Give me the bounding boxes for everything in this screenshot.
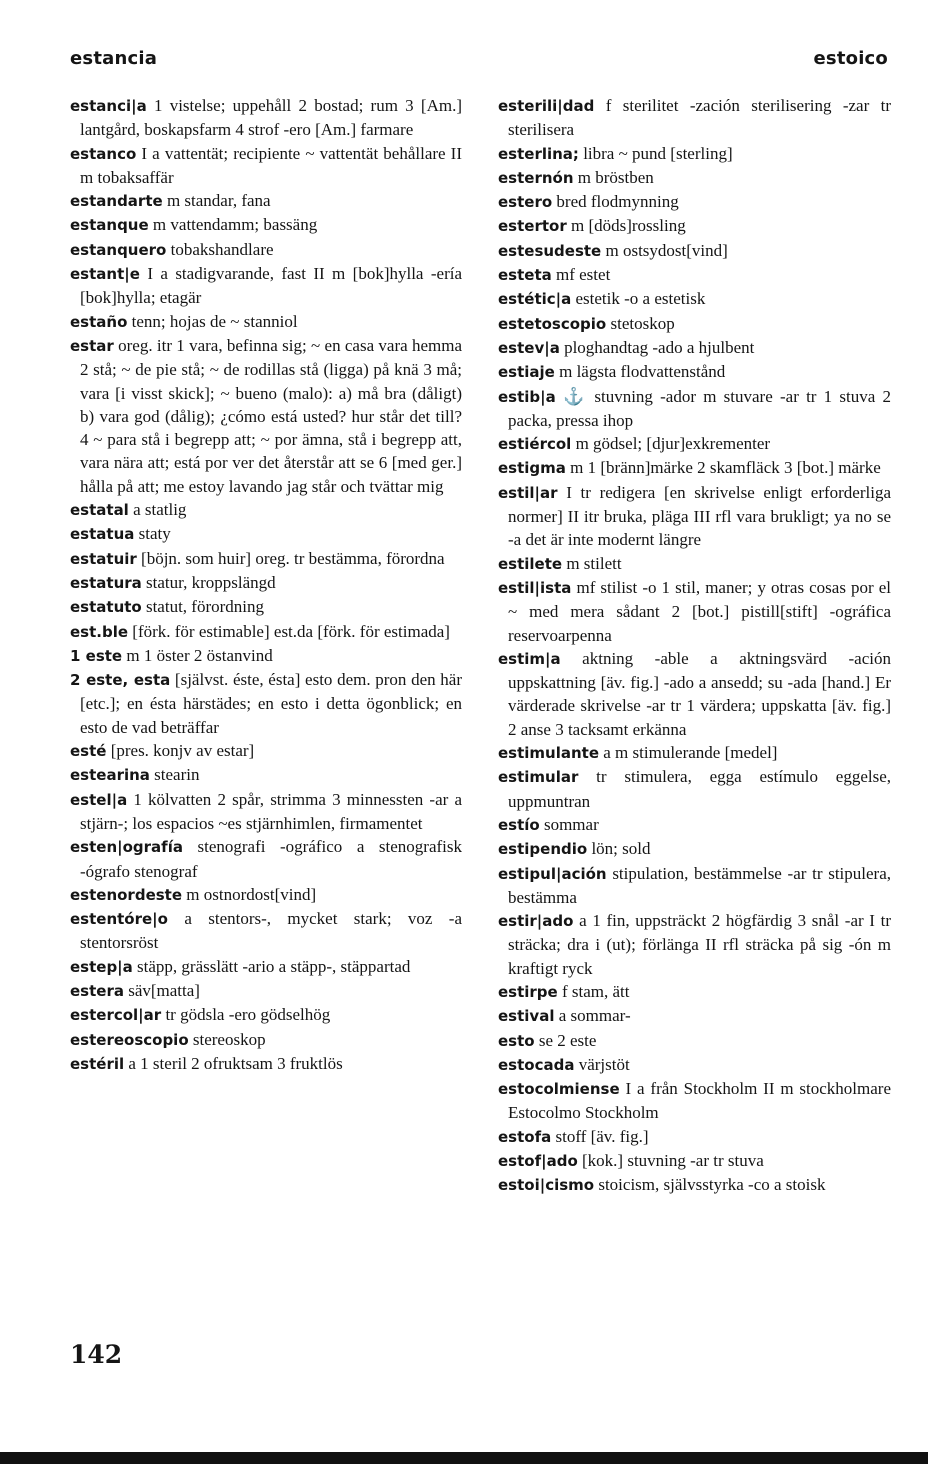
headword: estof|ado [498,1152,578,1171]
dictionary-entry [498,552,891,576]
definition: a sommar- [558,1006,631,1026]
headword: esto [498,1031,535,1050]
headword: esterlina; [498,144,579,163]
dictionary-entry [70,334,462,498]
definition: m bröstben [577,167,654,187]
definition: stenografi -ográfico a stenografisk -ógrafo stenograf [80,837,462,881]
headword: estofa [498,1127,552,1146]
dictionary-entry [498,385,891,433]
dictionary-entry [70,668,462,739]
headword: estatua [70,525,135,544]
dictionary-entry [498,166,891,190]
scan-edge [0,1452,928,1464]
right-guide-word: estoico [813,48,888,69]
headword: estesudeste [498,241,602,260]
definition: stoff [äv. fig.] [555,1126,649,1146]
dictionary-entry [70,94,462,142]
headword: esterili|dad [498,97,595,115]
definition: [kok.] stuvning -ar tr stuva [582,1151,764,1171]
dictionary-entry [498,94,891,142]
headword: estipendio [498,840,588,859]
dictionary-entry [498,1004,891,1028]
definition: stereoskop [192,1029,266,1049]
definition: m standar, fana [166,191,271,211]
definition: bred flodmynning [556,192,679,212]
definition: a 1 fin, uppsträckt 2 högfärdig 3 snål -ar I tr sträcka; dra i (ut); förlänga II rfl sträcka på sig -ón m kraftigt ryck [508,911,891,978]
headword: estant|e [70,265,140,284]
headword: estel|a [70,790,128,809]
headword: estil|ista [498,578,572,597]
definition: se 2 este [538,1030,597,1050]
headword: estatuir [70,549,137,568]
dictionary-entry [70,620,462,644]
dictionary-entry [70,571,462,595]
dictionary-entry [498,214,891,238]
definition: m stilett [566,553,622,573]
headword: estiércol [498,435,572,454]
definition: stearin [154,765,200,785]
headword: estep|a [70,957,133,976]
dictionary-entry [498,1125,891,1149]
headword: estaño [70,312,128,331]
dictionary-entry [70,763,462,787]
headword: estanci|a [70,97,147,115]
headword: estera [70,981,124,1000]
headword: estimular [498,768,579,787]
definition: m [döds]rossling [570,216,686,236]
dictionary-entry [70,262,462,310]
headword: estocada [498,1055,575,1074]
dictionary-entry [498,980,891,1004]
definition: tr gödsla -ero gödselhög [165,1005,331,1025]
dictionary-entry [70,238,462,262]
dictionary-entry [498,647,891,741]
dictionary-entry [70,955,462,979]
headword: estanquero [70,240,167,259]
headword: estanque [70,216,149,235]
page-number: 142 [70,1340,123,1369]
definition: 1 vistelse; uppehåll 2 bostad; rum 3 [Am.] lantgård, boskapsfarm 4 strof -ero [Am.] farmare [80,96,462,140]
headword: estanco [70,144,137,163]
headword: estilete [498,554,563,573]
left-guide-word: estancia [70,48,158,69]
dictionary-entry [498,909,891,980]
headword: estatuto [70,598,142,617]
headword: estercol|ar [70,1006,162,1025]
definition: stoicism, självsstyrka -co a stoisk [598,1175,826,1195]
dictionary-entry [498,263,891,287]
definition: a stentors-, mycket stark; voz -a stentorsröst [80,909,462,953]
definition: lön; sold [591,839,651,859]
definition: tobakshandlare [170,239,274,259]
definition: statur, kroppslängd [146,572,276,592]
dictionary-entry [498,190,891,214]
headword: esté [70,742,107,761]
dictionary-entry [498,456,891,480]
definition: tenn; hojas de ~ stanniol [131,311,298,331]
dictionary-entry [498,336,891,360]
definition: m 1 [bränn]märke 2 skamfläck 3 [bot.] märke [570,458,881,478]
definition: säv[matta] [128,980,200,1000]
definition: I tr redigera [en skrivelse enligt erforderliga normer] II itr bruka, pläga III rfl vara brukligt; ya no se -a det är inte modernt längre [508,482,892,550]
definition: [böjn. som huir] oreg. tr bestämma, förordna [141,548,445,568]
definition: aktning -able a aktningsvärd -ación uppskattning [äv. fig.] -ado a ansedd; su -ada [hand.] Er värderade skrivelse -ar tr 1 värdera; uppskatta [äv. fig.] 2 anse 3 tacksamt erkänna [508,648,891,739]
definition: statut, förordning [145,597,265,617]
dictionary-entry [498,239,891,263]
definition: sommar [543,814,599,834]
left-column [70,94,462,1076]
dictionary-entry [70,788,462,836]
headword: estoi|cismo [498,1176,595,1195]
definition: ploghandtag -ado a hjulbent [564,337,755,357]
headword: estatura [70,573,142,592]
dictionary-entry [70,498,462,522]
dictionary-entry [498,287,891,311]
headword: estertor [498,217,567,236]
definition: a statlig [133,500,187,520]
dictionary-entry [70,979,462,1003]
definition: m ostsydost[vind] [605,240,728,260]
dictionary-entry [498,481,891,552]
dictionary-entry [498,813,891,837]
definition: I a stadigvarande, fast II m [bok]hylla -ería [bok]hylla; etagär [80,264,463,308]
headword: estetoscopio [498,314,607,333]
definition: libra ~ pund [sterling] [583,143,733,163]
definition: m lägsta flodvattenstånd [559,362,726,382]
dictionary-entry [70,1003,462,1027]
headword: estival [498,1007,555,1026]
headword: 1 este [70,646,123,665]
headword: estereoscopio [70,1030,189,1049]
dictionary-entry [70,522,462,546]
definition: I a från Stockholm II m stockholmare Estocolmo Stockholm [508,1079,892,1123]
headword: estocolmiense [498,1080,620,1099]
dictionary-entry [498,741,891,765]
dictionary-entry [70,739,462,763]
definition: m 1 öster 2 östanvind [126,645,273,665]
definition: I a vattentät; recipiente ~ vattentät behållare II m tobaksaffär [80,143,463,187]
definition: tr stimulera, egga estímulo eggelse, uppmuntran [508,767,892,811]
dictionary-entry [498,1149,891,1173]
definition: m ostnordost[vind] [186,884,317,904]
definition: m gödsel; [djur]exkrementer [575,434,771,454]
headword: estandarte [70,192,163,211]
headword: estirpe [498,982,558,1001]
headword: estigma [498,459,566,478]
definition: [förk. för estimable] est.da [förk. för estimada] [132,621,450,641]
headword: est.ble [70,622,129,641]
dictionary-entry [498,837,891,861]
headword: estero [498,193,553,212]
definition: mf estet [556,265,611,285]
dictionary-entry [70,189,462,213]
definition: f sterilitet -zación sterilisering -zar tr sterilisera [508,96,892,140]
definition: estetik -o a estetisk [575,289,706,309]
definition: a 1 steril 2 ofruktsam 3 fruktlös [128,1053,343,1073]
dictionary-entry [498,1077,891,1125]
dictionary-entry [70,835,462,883]
headword: estir|ado [498,912,574,931]
definition: f stam, ätt [561,981,630,1001]
definition: oreg. itr 1 vara, befinna sig; ~ en casa vara hemma 2 stå; ~ de pie stå; ~ de rodillas stå (ligga) på knä 3 må; vara [i visst skick]; ~ bueno (malo): a) må bra (dåligt) b) vara god (dålig); ¿cómo está usted? hur står det till? 4 ~ para stå i begrepp att; ~ por ämna, stå i begrepp att, vara nära att; está por ver det återstår att se 6 [med ger.] hålla på att; me estoy lavando jag står och tvättar mig [80,335,463,496]
headword: estío [498,815,540,834]
dictionary-entry [70,142,462,190]
headword: estipul|ación [498,864,607,883]
definition: m vattendamm; bassäng [152,215,318,235]
dictionary-entry [70,595,462,619]
definition: stäpp, grässlätt -ario a stäpp-, stäppartad [137,956,411,976]
dictionary-entry [70,213,462,237]
headword: estil|ar [498,483,558,502]
dictionary-entry [498,862,891,910]
headword: estiaje [498,363,555,382]
dictionary-entry [498,576,891,647]
headword: estev|a [498,338,560,357]
dictionary-entry [70,310,462,334]
dictionary-entry [498,360,891,384]
headword: esteta [498,266,552,285]
definition: stetoskop [610,313,675,333]
headword: estib|a [498,387,556,406]
definition: 1 kölvatten 2 spår, strimma 3 minnessten -ar a stjärn-; los espacios ~es stjärnhimlen, firmamentet [80,789,462,833]
dictionary-entry [498,312,891,336]
right-column [498,94,891,1198]
headword: estenordeste [70,885,183,904]
dictionary-entry [498,1053,891,1077]
headword: estimulante [498,744,600,763]
dictionary-entry [498,142,891,166]
headword: estatal [70,501,129,520]
definition: värjstöt [578,1054,630,1074]
headword: estentóre|o [70,910,168,929]
headword: esternón [498,168,574,187]
dictionary-entry [70,644,462,668]
definition: [självst. éste, ésta] esto dem. pron den här [etc.]; en ésta härstädes; en esto i detta ögonblick; en esto de vad beträffar [80,670,463,737]
headword: esten|ografía [70,838,183,857]
definition: a m stimulerande [medel] [603,743,778,763]
dictionary-entry [498,432,891,456]
dictionary-entry [70,1028,462,1052]
definition: [pres. konjv av estar] [110,741,255,761]
dictionary-entry [498,1029,891,1053]
dictionary-entry [70,907,462,955]
dictionary-entry [70,883,462,907]
headword: estéril [70,1054,125,1073]
dictionary-entry [498,1173,891,1197]
headword: estim|a [498,649,561,668]
definition: ⚓ stuvning -ador m stuvare -ar tr 1 stuva 2 packa, pressa ihop [508,386,892,430]
dictionary-entry [498,765,891,813]
definition: stipulation, bestämmelse -ar tr stipulera, bestämma [508,863,892,907]
definition: mf stilist -o 1 stil, maner; y otras cosas por el ~ med mera sådant 2 [bot.] pistill[stift] -ográfica reservoarpenna [508,577,891,645]
definition: staty [138,524,171,544]
headword: 2 este, esta [70,671,171,690]
dictionary-entry [70,547,462,571]
headword: estar [70,336,114,355]
dictionary-entry [70,1052,462,1076]
headword: estétic|a [498,290,572,309]
headword: estearina [70,766,150,785]
